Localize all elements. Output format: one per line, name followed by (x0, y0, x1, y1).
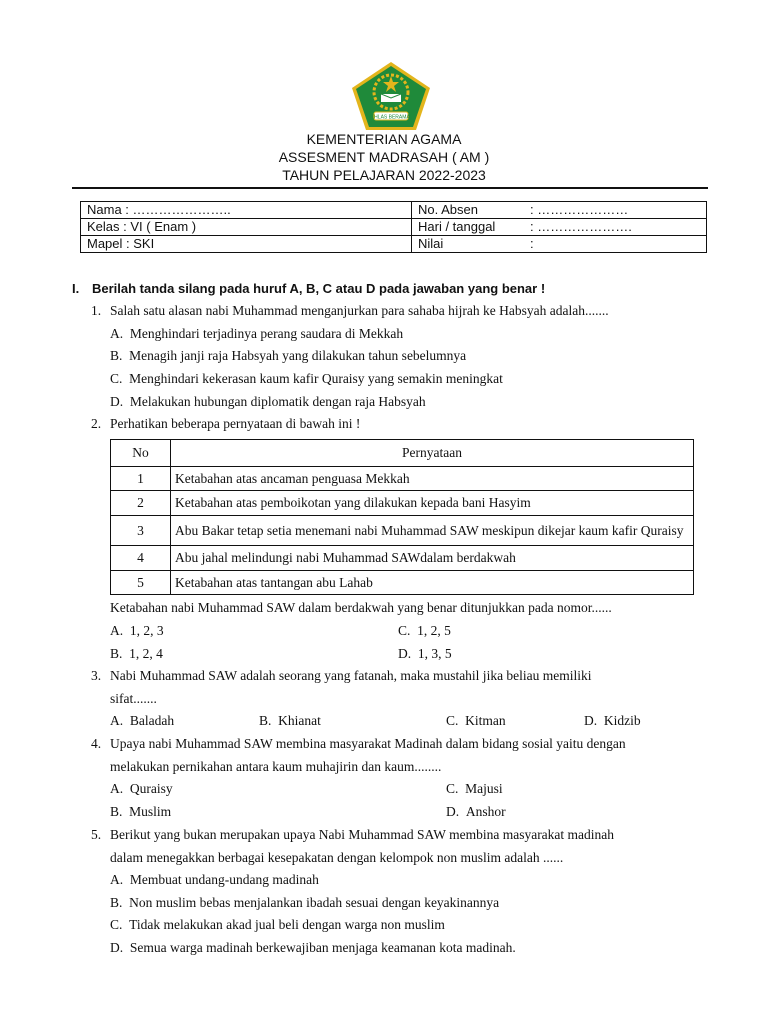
q3-number: 3. (91, 668, 102, 683)
score-value: : (530, 236, 534, 251)
student-identity-table (80, 201, 707, 253)
date-label: Hari / tanggal (418, 219, 496, 234)
row-number: 4 (111, 546, 171, 571)
section-instruction: Berilah tanda silang pada huruf A, B, C atau D pada jawaban yang benar ! (92, 281, 546, 296)
option-letter: D. (110, 394, 124, 409)
q1-number: 1. (91, 303, 102, 318)
option-text: Membuat undang-undang madinah (129, 872, 319, 887)
name-field[interactable]: Nama : ………………….. (81, 202, 412, 219)
row-statement: Abu Bakar tetap setia menemani nabi Muhammad SAW meskipun dikejar kaum kafir Quraisy (171, 516, 694, 546)
header-divider (72, 187, 708, 189)
col-statement-header: Pernyataan (171, 440, 694, 467)
q4-number: 4. (91, 736, 102, 751)
q2-question: Ketabahan nabi Muhammad SAW dalam berdakwah yang benar ditunjukkan pada nomor...... (110, 600, 612, 615)
option-text: Menagih janji raja Habsyah yang dilakukan tahun sebelumnya (129, 348, 467, 363)
q3-text-line1: Nabi Muhammad SAW adalah seorang yang fatanah, maka mustahil jika beliau memiliki (110, 668, 592, 683)
option-text: Menghindari terjadinya perang saudara di Mekkah (129, 326, 404, 341)
option-text: Majusi (465, 781, 503, 796)
option-letter: A. (110, 326, 124, 341)
option-text: Non muslim bebas menjalankan ibadah sesuai dengan keyakinannya (129, 895, 500, 910)
q1-option-c[interactable] (110, 371, 503, 387)
date-field[interactable] (412, 219, 707, 236)
option-text: Anshor (465, 804, 506, 819)
table-row (111, 467, 694, 491)
option-text: 1, 2, 3 (129, 623, 164, 638)
row-number: 1 (111, 467, 171, 491)
option-letter: D. (584, 713, 598, 728)
q4-text-line1: Upaya nabi Muhammad SAW membina masyarakat Madinah dalam bidang sosial yaitu dengan (110, 736, 626, 751)
option-letter: C. (398, 623, 411, 638)
row-number: 3 (111, 516, 171, 546)
option-text: Kitman (465, 713, 506, 728)
option-letter: D. (110, 940, 124, 955)
date-value: : …………………. (530, 219, 632, 234)
q2-text: Perhatikan beberapa pernyataan di bawah ini ! (110, 416, 361, 431)
q5-option-a[interactable] (110, 872, 319, 888)
ministry-title: KEMENTERIAN AGAMA (306, 131, 462, 147)
option-letter: D. (398, 646, 412, 661)
absen-value: : ………………… (530, 202, 629, 217)
option-text: Semua warga madinah berkewajiban menjaga keamanan kota madinah. (129, 940, 516, 955)
q2-number: 2. (91, 416, 102, 431)
option-letter: B. (110, 895, 123, 910)
option-letter: A. (110, 713, 124, 728)
statement-table (110, 439, 694, 595)
option-letter: A. (110, 623, 124, 638)
absen-label: No. Absen (418, 202, 478, 217)
score-label: Nilai (418, 236, 444, 251)
option-text: Menghindari kekerasan kaum kafir Quraisy yang semakin meningkat (129, 371, 503, 386)
row-number: 5 (111, 571, 171, 595)
option-text: Baladah (129, 713, 175, 728)
q1-text: Salah satu alasan nabi Muhammad menganjurkan para sahaba hijrah ke Habsyah adalah....... (110, 303, 609, 318)
col-no-header: No (111, 440, 171, 467)
section-number: I. (72, 281, 80, 296)
option-letter: D. (446, 804, 460, 819)
option-letter: A. (110, 781, 124, 796)
q5-text-line2: dalam menegakkan berbagai kesepakatan dengan kelompok non muslim adalah ...... (110, 850, 564, 865)
q3-text-line2: sifat....... (110, 691, 157, 706)
q3-option-a[interactable] (110, 713, 174, 729)
identity-row (81, 202, 707, 219)
identity-row (81, 236, 707, 253)
row-number: 2 (111, 491, 171, 516)
q1-option-b[interactable] (110, 348, 466, 364)
option-letter: A. (110, 872, 124, 887)
q5-option-d[interactable] (110, 940, 516, 956)
row-statement: Ketabahan atas pemboikotan yang dilakukan kepada bani Hasyim (171, 491, 694, 516)
q2-option-d[interactable] (398, 646, 452, 662)
q3-option-d[interactable] (584, 713, 641, 729)
option-letter: C. (110, 917, 123, 932)
q5-number: 5. (91, 827, 102, 842)
q4-option-a[interactable] (110, 781, 173, 797)
q4-option-b[interactable] (110, 804, 171, 820)
option-letter: B. (110, 348, 123, 363)
q1-option-d[interactable] (110, 394, 426, 410)
q1-option-a[interactable] (110, 326, 403, 342)
table-row (111, 546, 694, 571)
q2-option-b[interactable] (110, 646, 163, 662)
q4-option-d[interactable] (446, 804, 506, 820)
option-text: 1, 2, 4 (129, 646, 163, 661)
option-text: Quraisy (129, 781, 173, 796)
class-field: Kelas : VI ( Enam ) (81, 219, 412, 236)
option-text: Tidak melakukan akad jual beli dengan warga non muslim (129, 917, 445, 932)
option-letter: B. (110, 804, 123, 819)
option-text: Muslim (129, 804, 172, 819)
option-letter: C. (110, 371, 123, 386)
option-letter: B. (259, 713, 272, 728)
q5-text-line1: Berikut yang bukan merupakan upaya Nabi Muhammad SAW membina masyarakat madinah (110, 827, 615, 842)
q4-text-line2: melakukan pernikahan antara kaum muhajirin dan kaum........ (110, 759, 442, 774)
statement-table-header (111, 440, 694, 467)
option-letter: C. (446, 781, 459, 796)
q2-option-a[interactable] (110, 623, 164, 639)
option-text: Melakukan hubungan diplomatik dengan raja Habsyah (129, 394, 426, 409)
year-title: TAHUN PELAJARAN 2022-2023 (282, 167, 486, 183)
table-row (111, 571, 694, 595)
identity-row (81, 219, 707, 236)
table-row (111, 491, 694, 516)
q5-option-b[interactable] (110, 895, 499, 911)
q2-option-c[interactable] (398, 623, 451, 639)
option-text: Kidzib (603, 713, 641, 728)
option-text: Khianat (278, 713, 321, 728)
subject-field: Mapel : SKI (81, 236, 412, 253)
score-field[interactable] (412, 236, 707, 253)
q3-option-b[interactable] (259, 713, 321, 729)
q4-option-c[interactable] (446, 781, 503, 797)
q5-option-c[interactable] (110, 917, 445, 933)
kemenag-logo (350, 60, 432, 132)
row-statement: Abu jahal melindungi nabi Muhammad SAWdalam berdakwah (171, 546, 694, 571)
row-statement: Ketabahan atas tantangan abu Lahab (171, 571, 694, 595)
option-text: 1, 3, 5 (417, 646, 452, 661)
table-row (111, 516, 694, 546)
option-letter: B. (110, 646, 123, 661)
option-text: 1, 2, 5 (417, 623, 451, 638)
absen-field[interactable] (412, 202, 707, 219)
option-letter: C. (446, 713, 459, 728)
q3-option-c[interactable] (446, 713, 506, 729)
row-statement: Ketabahan atas ancaman penguasa Mekkah (171, 467, 694, 491)
exam-title: ASSESMENT MADRASAH ( AM ) (278, 149, 490, 165)
logo-motto: IKHLAS BERAMAL (369, 114, 413, 121)
